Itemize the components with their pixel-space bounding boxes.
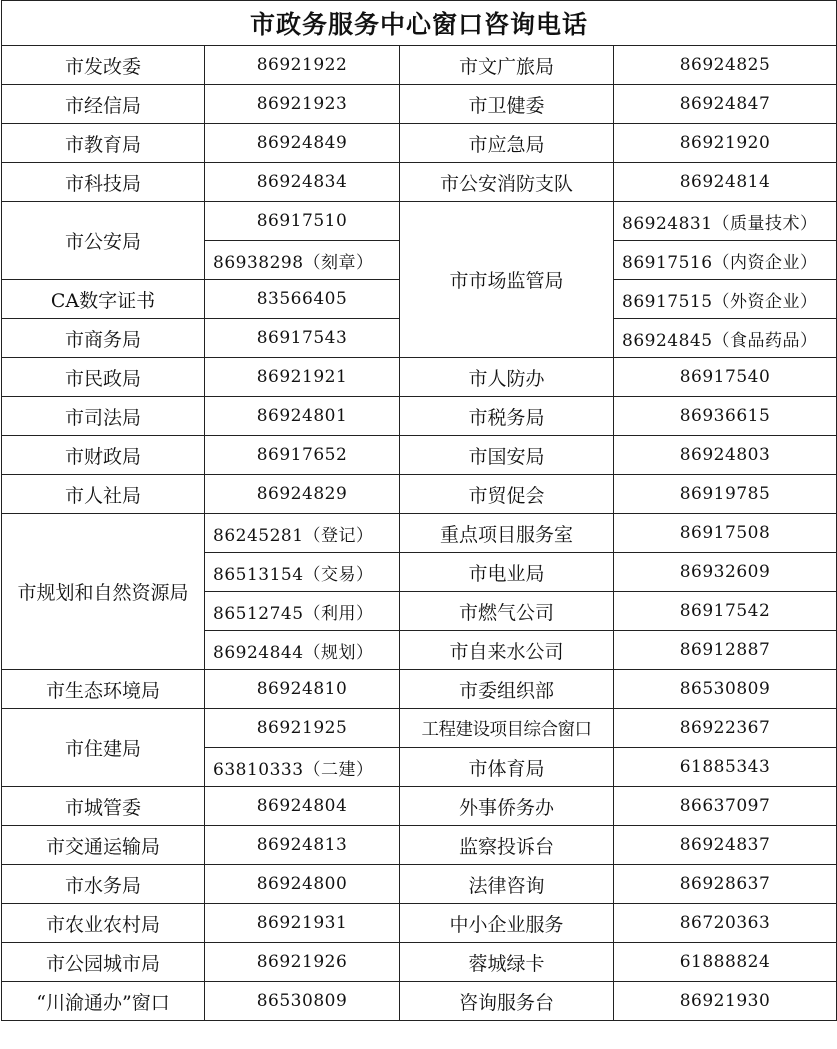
dept-name: 市财政局 <box>2 436 205 475</box>
phone-number: 86921920 <box>614 124 837 163</box>
dept-name: 市国安局 <box>400 436 614 475</box>
phone-number: 86924831（质量技术） <box>614 202 837 241</box>
phone-number: 86912887 <box>614 631 837 670</box>
dept-name: 市应急局 <box>400 124 614 163</box>
dept-name: 法律咨询 <box>400 865 614 904</box>
phone-number: 86917515（外资企业） <box>614 280 837 319</box>
dept-name: CA数字证书 <box>2 280 205 319</box>
dept-name: 蓉城绿卡 <box>400 943 614 982</box>
dept-name: 市自来水公司 <box>400 631 614 670</box>
dept-name: 市卫健委 <box>400 85 614 124</box>
table-row <box>2 475 837 514</box>
table-row <box>2 787 837 826</box>
table-row <box>2 358 837 397</box>
dept-name: 市交通运输局 <box>2 826 205 865</box>
dept-name: 市农业农村局 <box>2 904 205 943</box>
phone-number: 86917542 <box>614 592 837 631</box>
table-row <box>2 202 837 241</box>
dept-name: 市电业局 <box>400 553 614 592</box>
phone-number: 86924814 <box>614 163 837 202</box>
table-row <box>2 163 837 202</box>
phone-number: 86530809 <box>205 982 400 1021</box>
table-row <box>2 436 837 475</box>
table-row <box>2 904 837 943</box>
dept-name: 重点项目服务室 <box>400 514 614 553</box>
phone-number: 86924829 <box>205 475 400 514</box>
dept-name: 市住建局 <box>2 709 205 787</box>
dept-name: 监察投诉台 <box>400 826 614 865</box>
dept-name: 市公园城市局 <box>2 943 205 982</box>
phone-number: 86924804 <box>205 787 400 826</box>
table-row <box>2 397 837 436</box>
phone-number: 83566405 <box>205 280 400 319</box>
table-row <box>2 85 837 124</box>
phone-number: 86530809 <box>614 670 837 709</box>
phone-number: 86924810 <box>205 670 400 709</box>
phone-number: 86720363 <box>614 904 837 943</box>
phone-number: 86921923 <box>205 85 400 124</box>
title-row <box>2 1 837 46</box>
dept-name: 市水务局 <box>2 865 205 904</box>
phone-number: 61888824 <box>614 943 837 982</box>
dept-name: 市贸促会 <box>400 475 614 514</box>
dept-name: 市委组织部 <box>400 670 614 709</box>
table-row <box>2 943 837 982</box>
table-row <box>2 865 837 904</box>
dept-name: 市规划和自然资源局 <box>2 514 205 670</box>
phone-directory-table <box>1 0 837 1021</box>
dept-name: 市城管委 <box>2 787 205 826</box>
phone-number: 86637097 <box>614 787 837 826</box>
phone-number: 86917540 <box>614 358 837 397</box>
phone-number: 86921925 <box>205 709 400 748</box>
table-row <box>2 826 837 865</box>
phone-number: 86917652 <box>205 436 400 475</box>
table-row <box>2 709 837 748</box>
dept-name: 市税务局 <box>400 397 614 436</box>
phone-number: 86917543 <box>205 319 400 358</box>
phone-number: 86924801 <box>205 397 400 436</box>
phone-number: 86924825 <box>614 46 837 85</box>
table-row <box>2 46 837 85</box>
dept-name: 市燃气公司 <box>400 592 614 631</box>
phone-number: 86924845（食品药品） <box>614 319 837 358</box>
phone-number: 86922367 <box>614 709 837 748</box>
phone-number: 86936615 <box>614 397 837 436</box>
phone-number: 63810333（二建） <box>205 748 400 787</box>
phone-number: 86917508 <box>614 514 837 553</box>
phone-number: 86512745（利用） <box>205 592 400 631</box>
page-title: 市政务服务中心窗口咨询电话 <box>2 1 837 46</box>
phone-number: 86245281（登记） <box>205 514 400 553</box>
dept-name: 市教育局 <box>2 124 205 163</box>
phone-number: 86921930 <box>614 982 837 1021</box>
phone-number: 86924847 <box>614 85 837 124</box>
phone-number: 86921921 <box>205 358 400 397</box>
phone-number: 86924834 <box>205 163 400 202</box>
phone-number: 86917516（内资企业） <box>614 241 837 280</box>
dept-name: 市司法局 <box>2 397 205 436</box>
table-row <box>2 670 837 709</box>
dept-name: 中小企业服务 <box>400 904 614 943</box>
phone-number: 86921922 <box>205 46 400 85</box>
dept-name: 市科技局 <box>2 163 205 202</box>
dept-name: 市体育局 <box>400 748 614 787</box>
dept-name: 外事侨务办 <box>400 787 614 826</box>
phone-number: 86924800 <box>205 865 400 904</box>
phone-number: 86938298（刻章） <box>205 241 400 280</box>
dept-name: 市公安局 <box>2 202 205 280</box>
phone-number: 86919785 <box>614 475 837 514</box>
phone-number: 61885343 <box>614 748 837 787</box>
phone-number: 86921926 <box>205 943 400 982</box>
phone-number: 86924813 <box>205 826 400 865</box>
dept-name: 工程建设项目综合窗口 <box>400 709 614 748</box>
dept-name: 市人社局 <box>2 475 205 514</box>
dept-name: 市商务局 <box>2 319 205 358</box>
dept-name: 市人防办 <box>400 358 614 397</box>
dept-name: 咨询服务台 <box>400 982 614 1021</box>
dept-name: 市经信局 <box>2 85 205 124</box>
dept-name: 市生态环境局 <box>2 670 205 709</box>
phone-number: 86924803 <box>614 436 837 475</box>
phone-number: 86928637 <box>614 865 837 904</box>
phone-number: 86921931 <box>205 904 400 943</box>
dept-name: 市发改委 <box>2 46 205 85</box>
phone-number: 86924837 <box>614 826 837 865</box>
dept-name: “川渝通办”窗口 <box>2 982 205 1021</box>
table-row <box>2 124 837 163</box>
dept-name: 市公安消防支队 <box>400 163 614 202</box>
table-row <box>2 982 837 1021</box>
phone-number: 86513154（交易） <box>205 553 400 592</box>
phone-number: 86924844（规划） <box>205 631 400 670</box>
dept-name: 市文广旅局 <box>400 46 614 85</box>
phone-number: 86917510 <box>205 202 400 241</box>
table-row <box>2 514 837 553</box>
phone-number: 86932609 <box>614 553 837 592</box>
phone-number: 86924849 <box>205 124 400 163</box>
dept-name: 市民政局 <box>2 358 205 397</box>
dept-name: 市市场监管局 <box>400 202 614 358</box>
